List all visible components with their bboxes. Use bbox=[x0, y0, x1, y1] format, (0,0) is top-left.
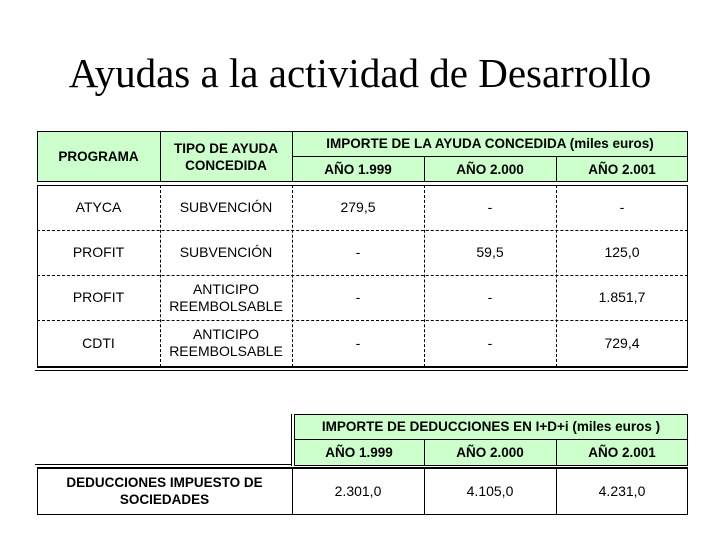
header-programa: PROGRAMA bbox=[58, 149, 139, 164]
header-year-1999: AÑO 1.999 bbox=[325, 445, 393, 460]
cell-value-2000: 59,5 bbox=[476, 244, 504, 260]
header-deducciones-group: IMPORTE DE DEDUCCIONES EN I+D+i (miles euros ) bbox=[321, 419, 661, 434]
header-year-2001: AÑO 2.001 bbox=[588, 161, 656, 177]
cell-programa: CDTI bbox=[82, 334, 115, 351]
divider bbox=[424, 156, 425, 182]
divider bbox=[292, 156, 688, 157]
cell-value-2001: 1.851,7 bbox=[598, 289, 646, 305]
cell-value-2000: - bbox=[487, 289, 493, 305]
divider bbox=[160, 131, 161, 182]
header-year-2001: AÑO 2.001 bbox=[588, 445, 656, 460]
divider bbox=[37, 366, 688, 368]
cell-programa: PROFIT bbox=[72, 244, 125, 260]
cell-value-2000: - bbox=[487, 199, 493, 215]
header-year-2000: AÑO 2.000 bbox=[456, 445, 524, 460]
cell-value-2001: 729,4 bbox=[604, 334, 640, 351]
cell-value-2001: 4.231,0 bbox=[598, 482, 646, 499]
divider bbox=[35, 370, 688, 371]
cell-programa: ATYCA bbox=[75, 199, 122, 215]
divider bbox=[424, 439, 425, 466]
row-label-deducciones: DEDUCCIONES IMPUESTO DE SOCIEDADES bbox=[66, 475, 263, 507]
cell-programa: PROFIT bbox=[72, 289, 125, 305]
cell-tipo: ANTICIPO REEMBOLSABLE bbox=[169, 280, 283, 314]
header-tipo-ayuda: TIPO DE AYUDA CONCEDIDA bbox=[173, 140, 279, 173]
cell-tipo: SUBVENCIÓN bbox=[179, 244, 273, 260]
cell-value-1999: 279,5 bbox=[340, 199, 376, 215]
cell-value-2000: 4.105,0 bbox=[466, 482, 514, 499]
divider bbox=[556, 156, 557, 182]
cell-value-1999: - bbox=[355, 244, 361, 260]
header-year-1999: AÑO 1.999 bbox=[324, 161, 392, 177]
header-importe-group: IMPORTE DE LA AYUDA CONCEDIDA (miles euros) bbox=[326, 136, 654, 151]
cell-value-2000: - bbox=[487, 334, 493, 351]
divider bbox=[35, 464, 292, 465]
cell-value-1999: 2.301,0 bbox=[334, 482, 382, 499]
cell-tipo: ANTICIPO REEMBOLSABLE bbox=[169, 326, 283, 359]
page-title: Ayudas a la actividad de Desarrollo bbox=[68, 50, 652, 96]
header-year-2000: AÑO 2.000 bbox=[456, 161, 524, 177]
divider bbox=[556, 439, 557, 466]
divider bbox=[291, 414, 292, 466]
cell-value-1999: - bbox=[355, 289, 361, 305]
cell-value-2001: - bbox=[619, 199, 625, 215]
cell-value-2001: 125,0 bbox=[604, 244, 640, 260]
cell-tipo: SUBVENCIÓN bbox=[179, 199, 273, 215]
cell-value-1999: - bbox=[355, 334, 361, 351]
